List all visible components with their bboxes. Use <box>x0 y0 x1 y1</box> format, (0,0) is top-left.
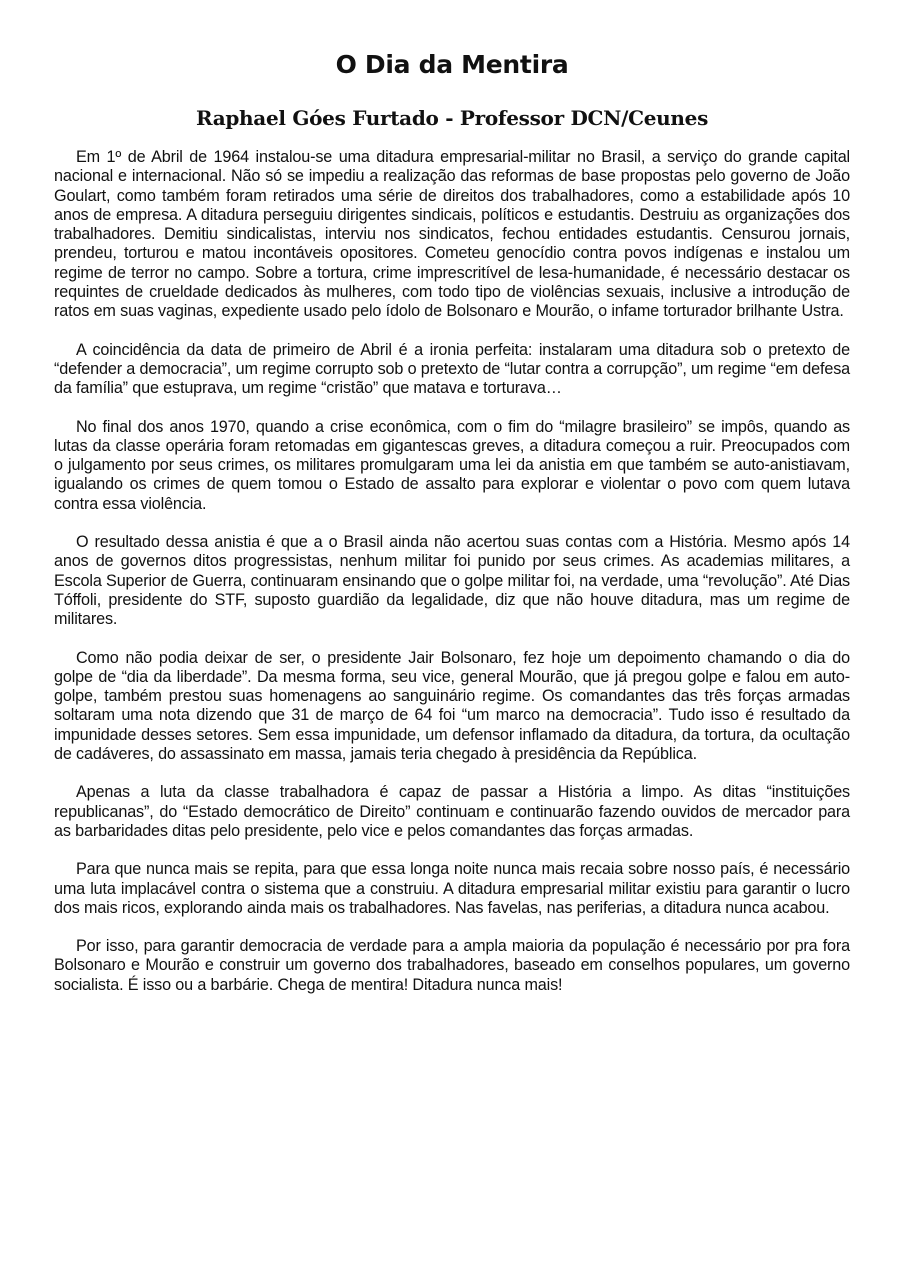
article-body <box>54 148 850 995</box>
paragraph-3: No final dos anos 1970, quando a crise econômica, com o fim do “milagre brasileiro” se impôs, quando as lutas da classe operária foram retomadas em gigantescas greves, a ditadura começou a ruir. Preocupados com o julgamento por seus crimes, os militares promulgaram uma lei da anistia em que também se auto-anistiavam, igualando os crimes de quem tomou o Estado de assalto para explorar e violentar o povo com quem lutava contra essa violência. <box>54 417 850 513</box>
paragraph-8: Por isso, para garantir democracia de verdade para a ampla maioria da população é necessário por pra fora Bolsonaro e Mourão e construir um governo dos trabalhadores, baseado em conselhos populares, um governo socialista. É isso ou a barbárie. Chega de mentira! Ditadura nunca mais! <box>54 937 850 994</box>
paragraph-7: Para que nunca mais se repita, para que essa longa noite nunca mais recaia sobre nosso país, é necessário uma luta implacável contra o sistema que a construiu. A ditadura empresarial militar existiu para garantir o lucro dos mais ricos, explorando ainda mais os trabalhadores. Nas favelas, nas periferias, a ditadura nunca acabou. <box>54 860 850 917</box>
document-title: O Dia da Mentira <box>335 50 569 79</box>
paragraph-2: A coincidência da data de primeiro de Abril é a ironia perfeita: instalaram uma ditadura sob o pretexto de “defender a democracia”, um regime corrupto sob o pretexto de “lutar contra a corrupção”, um regime “em defesa da família” que estuprava, um regime “cristão” que matava e torturava… <box>54 340 850 398</box>
paragraph-1: Em 1º de Abril de 1964 instalou-se uma ditadura empresarial-militar no Brasil, a serviço do grande capital nacional e internacional. Não só se impediu a realização das reformas de base propostas pelo governo de João Goulart, como também foram retirados uma série de direitos dos trabalhadores, como a estabilidade após 10 anos de empresa. A ditadura perseguiu dirigentes sindicais, políticos e estudantis. Destruiu as organizações dos trabalhadores. Demitiu sindicalistas, interviu nos sindicatos, fechou entidades estudantis. Censurou jornais, prendeu, torturou e matou incontáveis opositores. Cometeu genocídio contra povos indígenas e instalou um regime de terror no campo. Sobre a tortura, crime imprescritível de lesa-humanidade, é necessário destacar os requintes de crueldade dedicados às mulheres, com todo tipo de violências sexuais, inclusive a introdução de ratos em suas vaginas, expediente usado pelo ídolo de Bolsonaro e Mourão, o infame torturador brilhante Ustra. <box>54 148 850 321</box>
paragraph-6: Apenas a luta da classe trabalhadora é capaz de passar a História a limpo. As ditas “instituições republicanas”, do “Estado democrático de Direito” continuam e continuarão fazendo ouvidos de mercador para as barbaridades ditas pelo presidente, pelo vice e pelos comandantes das forças armadas. <box>54 783 850 840</box>
paragraph-5: Como não podia deixar de ser, o presidente Jair Bolsonaro, fez hoje um depoimento chamando o dia do golpe de “dia da liberdade”. Da mesma forma, seu vice, general Mourão, que já pregou golpe e falou em auto-golpe, também prestou suas homenagens ao sanguinário regime. Os comandantes das três forças armadas soltaram uma nota dizendo que 31 de março de 64 foi “um marco na democracia”. Tudo isso é resultado da impunidade desses setores. Sem essa impunidade, um defensor inflamado da ditadura, da tortura, da ocultação de cadáveres, do assassinato em massa, jamais teria chegado à presidência da República. <box>54 648 850 764</box>
author-line: Raphael Góes Furtado - Professor DCN/Ceunes <box>195 106 709 130</box>
document-page <box>54 48 850 1014</box>
paragraph-4: O resultado dessa anistia é que a o Brasil ainda não acertou suas contas com a História. Mesmo após 14 anos de governos ditos progressistas, nenhum militar foi punido por seus crimes. As academias militares, a Escola Superior de Guerra, continuaram ensinando que o golpe militar foi, na verdade, uma “revolução”. Até Dias Tóffoli, presidente do STF, suposto guardião da legalidade, diz que não houve ditadura, mas um regime de militares. <box>54 533 850 629</box>
